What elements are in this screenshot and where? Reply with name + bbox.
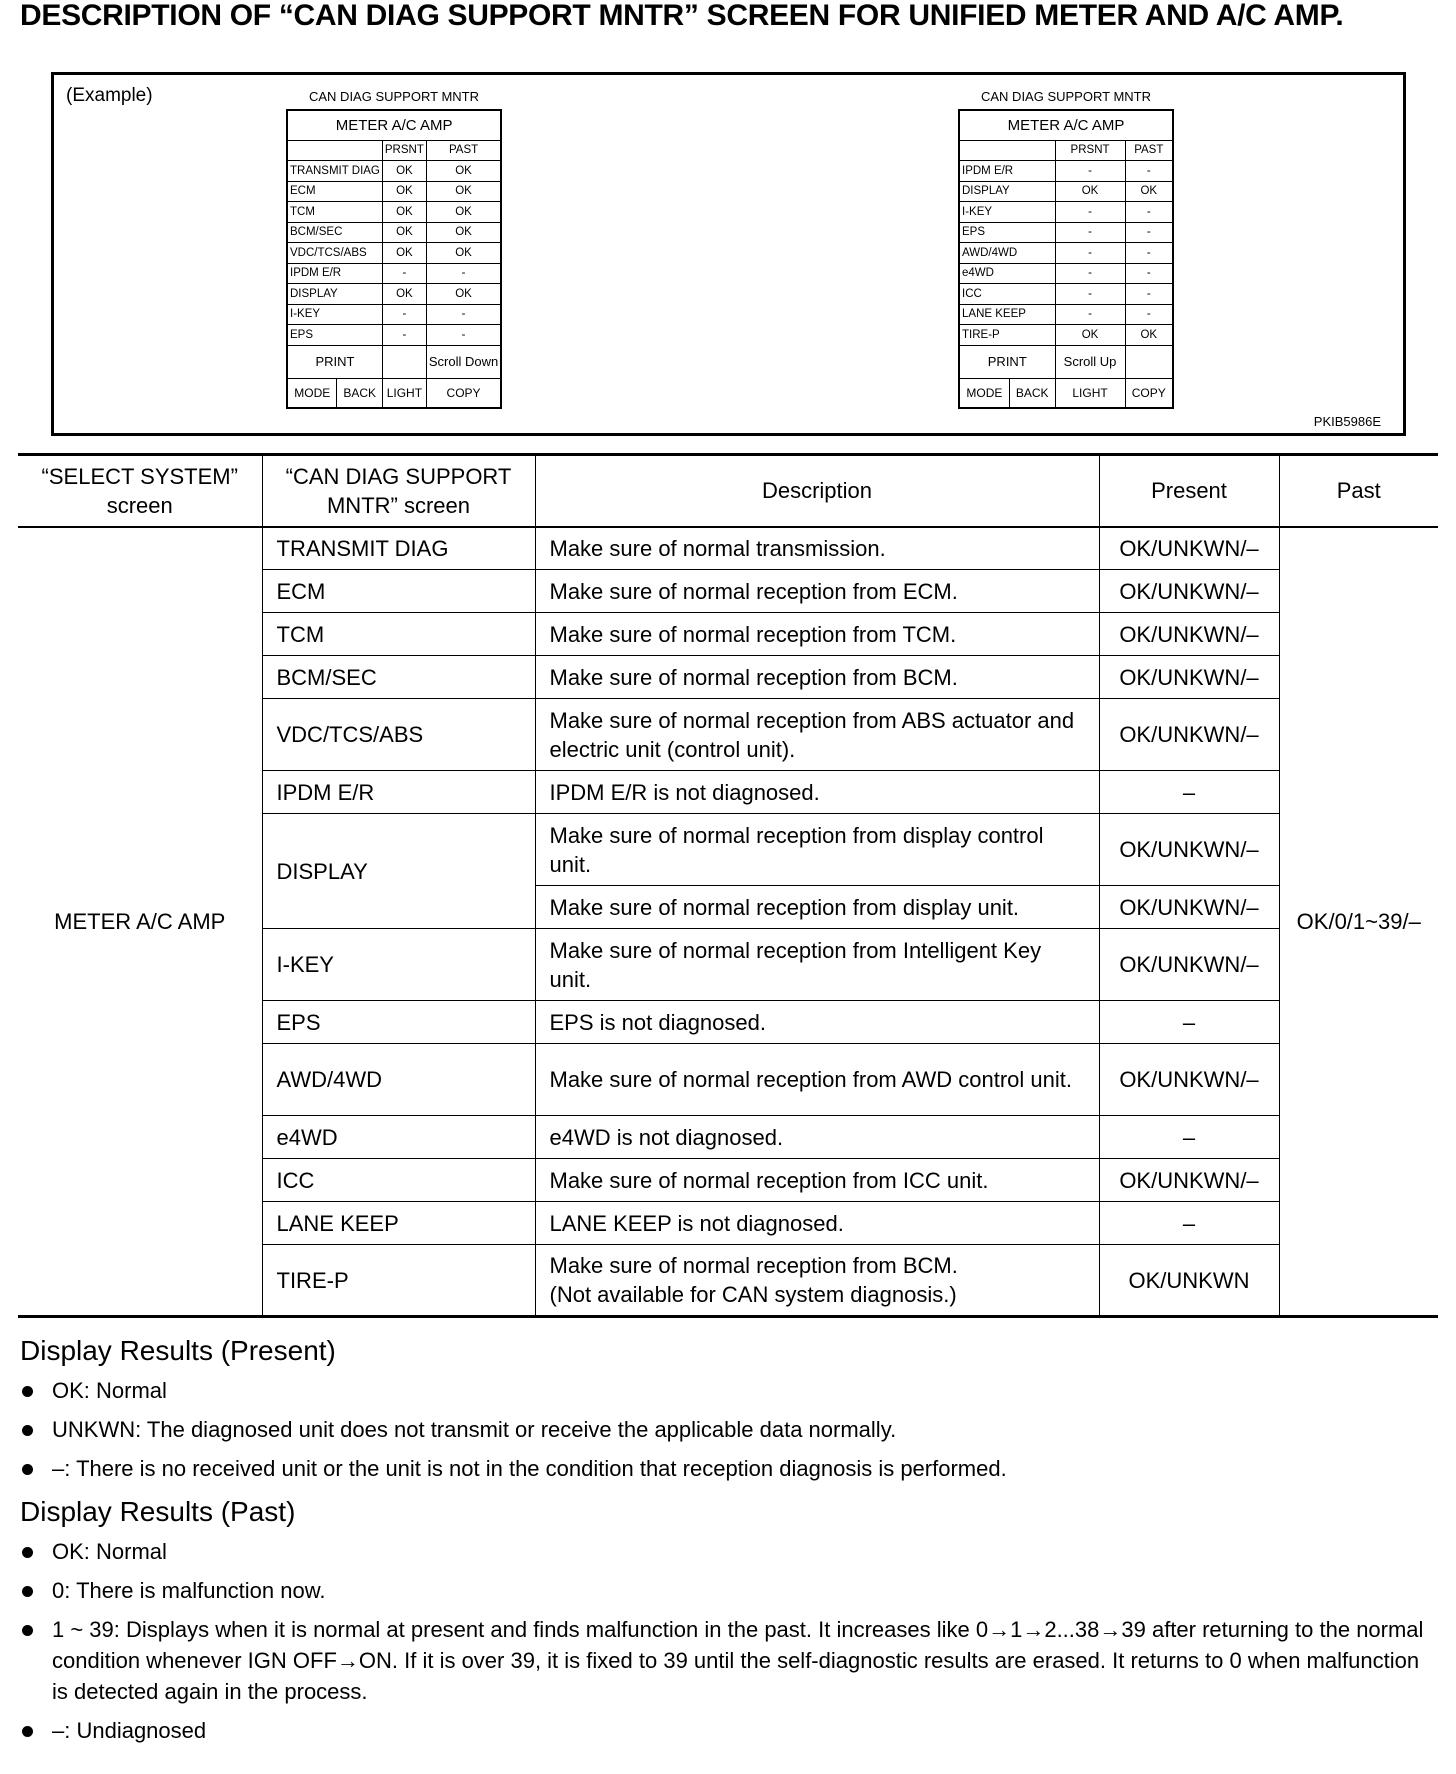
column-header: Description bbox=[535, 455, 1099, 527]
monitor-item: TCM bbox=[262, 613, 535, 656]
list-item-text: –: Undiagnosed bbox=[52, 1718, 207, 1743]
example-screen-2 bbox=[958, 85, 1174, 409]
screen-caption: CAN DIAG SUPPORT MNTR bbox=[309, 89, 479, 104]
row-present: OK bbox=[1055, 325, 1125, 346]
row-past: - bbox=[1125, 161, 1173, 182]
screen-row bbox=[959, 202, 1173, 223]
scroll-up-button[interactable] bbox=[382, 345, 426, 378]
screen-row bbox=[287, 243, 501, 264]
screen-header: METER A/C AMP bbox=[287, 110, 501, 140]
row-item: VDC/TCS/ABS bbox=[287, 243, 382, 264]
list-item-text: 0: There is malfunction now. bbox=[52, 1578, 326, 1603]
description: IPDM E/R is not diagnosed. bbox=[535, 771, 1099, 814]
monitor-item: LANE KEEP bbox=[262, 1202, 535, 1245]
screen-row bbox=[287, 181, 501, 202]
row-past: - bbox=[1125, 304, 1173, 325]
monitor-item: I-KEY bbox=[262, 929, 535, 1001]
print-button[interactable]: PRINT bbox=[287, 345, 382, 378]
row-present: - bbox=[1055, 263, 1125, 284]
notes-list bbox=[20, 1375, 1440, 1484]
row-item: IPDM E/R bbox=[287, 263, 382, 284]
row-present: OK bbox=[382, 243, 426, 264]
description: e4WD is not diagnosed. bbox=[535, 1116, 1099, 1159]
row-past: - bbox=[1125, 202, 1173, 223]
row-present: OK bbox=[382, 161, 426, 182]
screen-row bbox=[959, 222, 1173, 243]
screen-row bbox=[287, 202, 501, 223]
example-figure bbox=[51, 72, 1406, 436]
monitor-item: EPS bbox=[262, 1001, 535, 1044]
past-value: OK/0/1~39/– bbox=[1279, 527, 1438, 1317]
row-item: TRANSMIT DIAG bbox=[287, 161, 382, 182]
row-present: OK bbox=[382, 181, 426, 202]
row-item: IPDM E/R bbox=[959, 161, 1055, 182]
col-past: PAST bbox=[426, 140, 501, 161]
light-button[interactable]: LIGHT bbox=[382, 378, 426, 408]
screen-header: METER A/C AMP bbox=[959, 110, 1173, 140]
description: Make sure of normal reception from TCM. bbox=[535, 613, 1099, 656]
bullet-icon bbox=[22, 1464, 33, 1475]
row-past: - bbox=[426, 263, 501, 284]
row-present: - bbox=[382, 263, 426, 284]
row-past: OK bbox=[1125, 325, 1173, 346]
blank-cell bbox=[287, 140, 382, 161]
example-label: (Example) bbox=[66, 85, 153, 106]
monitor-item: IPDM E/R bbox=[262, 771, 535, 814]
list-item bbox=[20, 1375, 1440, 1406]
bullet-icon bbox=[22, 1425, 33, 1436]
row-present: OK bbox=[382, 284, 426, 305]
column-header: Present bbox=[1099, 455, 1279, 527]
row-past: OK bbox=[426, 243, 501, 264]
screen-header-row bbox=[287, 110, 501, 140]
blank-cell bbox=[959, 140, 1055, 161]
screen-row bbox=[287, 222, 501, 243]
bullet-icon bbox=[22, 1726, 33, 1737]
screen-header-row bbox=[959, 110, 1173, 140]
row-item: ICC bbox=[959, 284, 1055, 305]
back-button[interactable]: BACK bbox=[337, 378, 382, 408]
monitor-item: BCM/SEC bbox=[262, 656, 535, 699]
present-value: OK/UNKWN/– bbox=[1099, 570, 1279, 613]
row-past: - bbox=[426, 304, 501, 325]
monitor-item: ECM bbox=[262, 570, 535, 613]
row-present: - bbox=[1055, 202, 1125, 223]
row-past: OK bbox=[1125, 181, 1173, 202]
list-item bbox=[20, 1536, 1440, 1567]
description: Make sure of normal reception from display control unit. bbox=[535, 814, 1099, 886]
bullet-icon bbox=[22, 1386, 33, 1397]
light-button[interactable]: LIGHT bbox=[1055, 378, 1125, 408]
description: Make sure of normal reception from BCM. bbox=[535, 656, 1099, 699]
present-value: OK/UNKWN/– bbox=[1099, 886, 1279, 929]
present-value: OK/UNKWN/– bbox=[1099, 814, 1279, 886]
screen-row bbox=[959, 284, 1173, 305]
monitor-item: e4WD bbox=[262, 1116, 535, 1159]
row-past: OK bbox=[426, 202, 501, 223]
row-item: EPS bbox=[959, 222, 1055, 243]
monitor-item: TIRE-P bbox=[262, 1245, 535, 1317]
present-value: OK/UNKWN/– bbox=[1099, 929, 1279, 1001]
description: Make sure of normal reception from Intelligent Key unit. bbox=[535, 929, 1099, 1001]
notes-list bbox=[20, 1536, 1440, 1746]
monitor-item: VDC/TCS/ABS bbox=[262, 699, 535, 771]
mode-button[interactable]: MODE bbox=[287, 378, 337, 408]
list-item-text: OK: Normal bbox=[52, 1539, 167, 1564]
present-value: OK/UNKWN/– bbox=[1099, 527, 1279, 570]
row-item: e4WD bbox=[959, 263, 1055, 284]
bullet-icon bbox=[22, 1547, 33, 1558]
screen-row bbox=[287, 304, 501, 325]
screen-row bbox=[287, 325, 501, 346]
print-button[interactable]: PRINT bbox=[959, 345, 1055, 378]
row-present: - bbox=[1055, 304, 1125, 325]
description: Make sure of normal reception from ABS actuator and electric unit (control unit). bbox=[535, 699, 1099, 771]
list-item-text: –: There is no received unit or the unit is not in the condition that reception diagnosis is performed. bbox=[52, 1456, 1007, 1481]
column-header: “CAN DIAG SUPPORT MNTR” screen bbox=[262, 455, 535, 527]
row-present: OK bbox=[382, 222, 426, 243]
present-value: – bbox=[1099, 1116, 1279, 1159]
description: EPS is not diagnosed. bbox=[535, 1001, 1099, 1044]
column-header: Past bbox=[1279, 455, 1438, 527]
screen-row bbox=[959, 263, 1173, 284]
screen-row bbox=[959, 181, 1173, 202]
present-value: – bbox=[1099, 1202, 1279, 1245]
row-present: - bbox=[1055, 243, 1125, 264]
row-past: - bbox=[426, 325, 501, 346]
row-item: LANE KEEP bbox=[959, 304, 1055, 325]
row-item: TIRE-P bbox=[959, 325, 1055, 346]
description: LANE KEEP is not diagnosed. bbox=[535, 1202, 1099, 1245]
row-present: OK bbox=[1055, 181, 1125, 202]
screen-nav-row bbox=[959, 378, 1173, 408]
back-button[interactable]: BACK bbox=[1009, 378, 1055, 408]
present-value: OK/UNKWN/– bbox=[1099, 699, 1279, 771]
column-header: “SELECT SYSTEM” screen bbox=[18, 455, 262, 527]
can-diag-table bbox=[18, 453, 1438, 1318]
present-value: OK/UNKWN/– bbox=[1099, 1044, 1279, 1116]
row-past: OK bbox=[426, 284, 501, 305]
list-item-text: OK: Normal bbox=[52, 1378, 167, 1403]
screen-table bbox=[286, 109, 502, 409]
col-present: PRSNT bbox=[382, 140, 426, 161]
screen-row bbox=[959, 161, 1173, 182]
row-past: - bbox=[1125, 284, 1173, 305]
copy-button[interactable]: COPY bbox=[1125, 378, 1173, 408]
row-item: DISPLAY bbox=[287, 284, 382, 305]
col-past: PAST bbox=[1125, 140, 1173, 161]
description: Make sure of normal reception from BCM. (Not available for CAN system diagnosis.) bbox=[535, 1245, 1099, 1317]
row-present: - bbox=[382, 304, 426, 325]
screen-button-row bbox=[287, 345, 501, 378]
row-item: I-KEY bbox=[287, 304, 382, 325]
description: Make sure of normal reception from AWD control unit. bbox=[535, 1044, 1099, 1116]
row-item: AWD/4WD bbox=[959, 243, 1055, 264]
description: Make sure of normal reception from ICC unit. bbox=[535, 1159, 1099, 1202]
scroll-up-button[interactable]: Scroll Up bbox=[1055, 345, 1125, 378]
list-item bbox=[20, 1414, 1440, 1445]
row-item: EPS bbox=[287, 325, 382, 346]
row-past: OK bbox=[426, 181, 501, 202]
screen-button-row bbox=[959, 345, 1173, 378]
description: Make sure of normal transmission. bbox=[535, 527, 1099, 570]
screen-row bbox=[287, 161, 501, 182]
screen-row bbox=[959, 304, 1173, 325]
present-value: – bbox=[1099, 1001, 1279, 1044]
display-results-notes bbox=[20, 1331, 1440, 1754]
present-value: OK/UNKWN bbox=[1099, 1245, 1279, 1317]
screen-row bbox=[287, 263, 501, 284]
page-title: DESCRIPTION OF “CAN DIAG SUPPORT MNTR” SCREEN FOR UNIFIED METER AND A/C AMP. bbox=[20, 0, 1344, 32]
present-value: – bbox=[1099, 771, 1279, 814]
row-item: DISPLAY bbox=[959, 181, 1055, 202]
row-present: OK bbox=[382, 202, 426, 223]
screen-row bbox=[959, 243, 1173, 264]
row-past: OK bbox=[426, 222, 501, 243]
figure-code: PKIB5986E bbox=[1313, 414, 1381, 429]
monitor-item: DISPLAY bbox=[262, 814, 535, 929]
row-present: - bbox=[1055, 284, 1125, 305]
scroll-down-button[interactable]: Scroll Down bbox=[426, 345, 501, 378]
table-header-row bbox=[18, 455, 1438, 527]
monitor-item: AWD/4WD bbox=[262, 1044, 535, 1116]
list-item bbox=[20, 1614, 1440, 1707]
monitor-item: ICC bbox=[262, 1159, 535, 1202]
row-past: - bbox=[1125, 263, 1173, 284]
screen-table bbox=[958, 109, 1174, 409]
copy-button[interactable]: COPY bbox=[426, 378, 501, 408]
column-header-row bbox=[287, 140, 501, 161]
row-present: - bbox=[1055, 222, 1125, 243]
row-present: - bbox=[382, 325, 426, 346]
row-item: ECM bbox=[287, 181, 382, 202]
screen-nav-row bbox=[287, 378, 501, 408]
column-header-row bbox=[959, 140, 1173, 161]
screen-caption: CAN DIAG SUPPORT MNTR bbox=[981, 89, 1151, 104]
screen-row bbox=[959, 325, 1173, 346]
example-screen-1 bbox=[286, 85, 502, 409]
notes-heading: Display Results (Past) bbox=[20, 1496, 296, 1527]
list-item-text: 1 ~ 39: Displays when it is normal at present and finds malfunction in the past. It increases like 0→1→2...38→39 after returning to the normal condition whenever IGN OFF→ON. If it is over 39, it is fixed to 39 until the self-diagnostic results are erased. It returns to 0 when malfunction is detected again in the process. bbox=[52, 1617, 1424, 1704]
present-value: OK/UNKWN/– bbox=[1099, 613, 1279, 656]
description: Make sure of normal reception from display unit. bbox=[535, 886, 1099, 929]
scroll-down-button[interactable] bbox=[1125, 345, 1173, 378]
row-item: TCM bbox=[287, 202, 382, 223]
select-system-cell: METER A/C AMP bbox=[18, 527, 262, 1317]
row-present: - bbox=[1055, 161, 1125, 182]
mode-button[interactable]: MODE bbox=[959, 378, 1009, 408]
bullet-icon bbox=[22, 1625, 33, 1636]
list-item bbox=[20, 1453, 1440, 1484]
list-item bbox=[20, 1575, 1440, 1606]
monitor-item: TRANSMIT DIAG bbox=[262, 527, 535, 570]
row-item: I-KEY bbox=[959, 202, 1055, 223]
row-past: OK bbox=[426, 161, 501, 182]
table-row bbox=[18, 527, 1438, 570]
row-past: - bbox=[1125, 243, 1173, 264]
row-item: BCM/SEC bbox=[287, 222, 382, 243]
bullet-icon bbox=[22, 1586, 33, 1597]
row-past: - bbox=[1125, 222, 1173, 243]
col-present: PRSNT bbox=[1055, 140, 1125, 161]
list-item-text: UNKWN: The diagnosed unit does not transmit or receive the applicable data normally. bbox=[52, 1417, 897, 1442]
screen-row bbox=[287, 284, 501, 305]
list-item bbox=[20, 1715, 1440, 1746]
present-value: OK/UNKWN/– bbox=[1099, 1159, 1279, 1202]
present-value: OK/UNKWN/– bbox=[1099, 656, 1279, 699]
description: Make sure of normal reception from ECM. bbox=[535, 570, 1099, 613]
notes-heading: Display Results (Present) bbox=[20, 1335, 336, 1366]
